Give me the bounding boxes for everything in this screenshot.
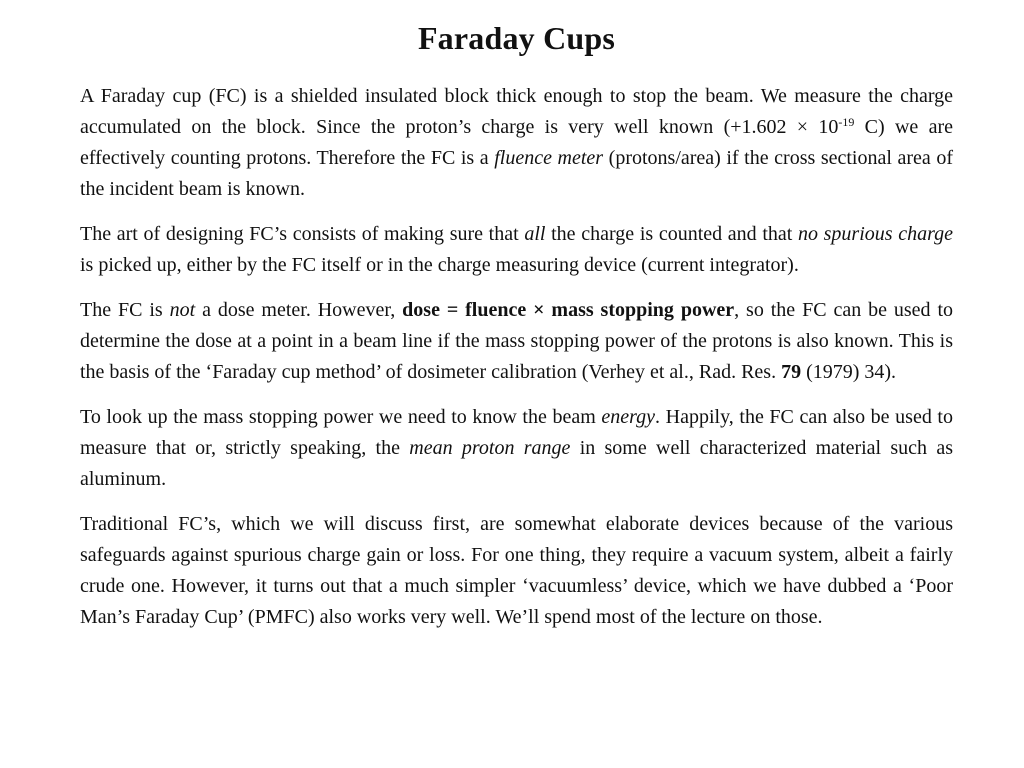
emphasis-energy: energy	[601, 406, 656, 428]
text-run: C) we are effectively counting protons. Therefore the FC is a	[80, 116, 954, 169]
text-run: a dose meter. However,	[195, 299, 403, 321]
emphasis-no-spurious-charge: no spurious charge	[797, 223, 954, 245]
paragraph-traditional-fc	[80, 509, 953, 633]
text-run: To look up the mass stopping power we need to know the beam	[80, 406, 602, 428]
emphasis-not: not	[169, 299, 196, 321]
text-run: (1979) 34).	[801, 361, 897, 383]
bold-volume-number: 79	[781, 361, 802, 383]
bold-dose-equation: dose = fluence × mass stopping power	[402, 299, 735, 321]
emphasis-mean-proton-range: mean proton range	[409, 437, 571, 459]
text-run: . Happily, the FC can also be used to measure that or, strictly speaking, the	[80, 406, 953, 459]
emphasis-fluence-meter: fluence meter	[494, 147, 604, 169]
text-run: A Faraday cup (FC) is a shielded insulated block thick enough to stop the beam. We measure the charge accumulated on the block. Since the proton’s charge is very well known (+1.602 × 10	[80, 85, 953, 138]
text-run: is picked up, either by the FC itself or in the charge measuring device (current integrator).	[80, 254, 799, 276]
superscript-exponent: -19	[838, 115, 855, 129]
text-run: (protons/area) if the cross sectional area of the incident beam is known.	[80, 147, 954, 200]
text-run: , so the FC can be used to determine the dose at a point in a beam line if the mass stopping power of the protons is also known. This is the basis of the ‘Faraday cup method’ of dosimeter calibration (Verhey et al., Rad. Res.	[80, 299, 953, 383]
text-run: Traditional FC’s, which we will discuss first, are somewhat elaborate devices because of the various safeguards against spurious charge gain or loss. For one thing, they require a vacuum system, albeit a fairly crude one. However, it turns out that a much simpler ‘vacuumless’ device, which we have dubbed a ‘Poor Man’s Faraday Cup’ (PMFC) also works very well. We’ll spend most of the lecture on those.	[80, 513, 953, 628]
text-run: the charge is counted and that	[545, 223, 798, 245]
paragraph-beam-energy	[80, 402, 953, 495]
emphasis-all: all	[524, 223, 546, 245]
paragraph-design-art	[80, 219, 953, 281]
text-run: The art of designing FC’s consists of making sure that	[80, 223, 525, 245]
text-run: in some well characterized material such as aluminum.	[80, 437, 953, 490]
body-text	[80, 81, 953, 633]
paragraph-dose-relation	[80, 295, 953, 388]
text-run: The FC is	[80, 299, 170, 321]
page-title: Faraday Cups	[417, 20, 616, 56]
paragraph-fc-definition	[80, 81, 953, 205]
